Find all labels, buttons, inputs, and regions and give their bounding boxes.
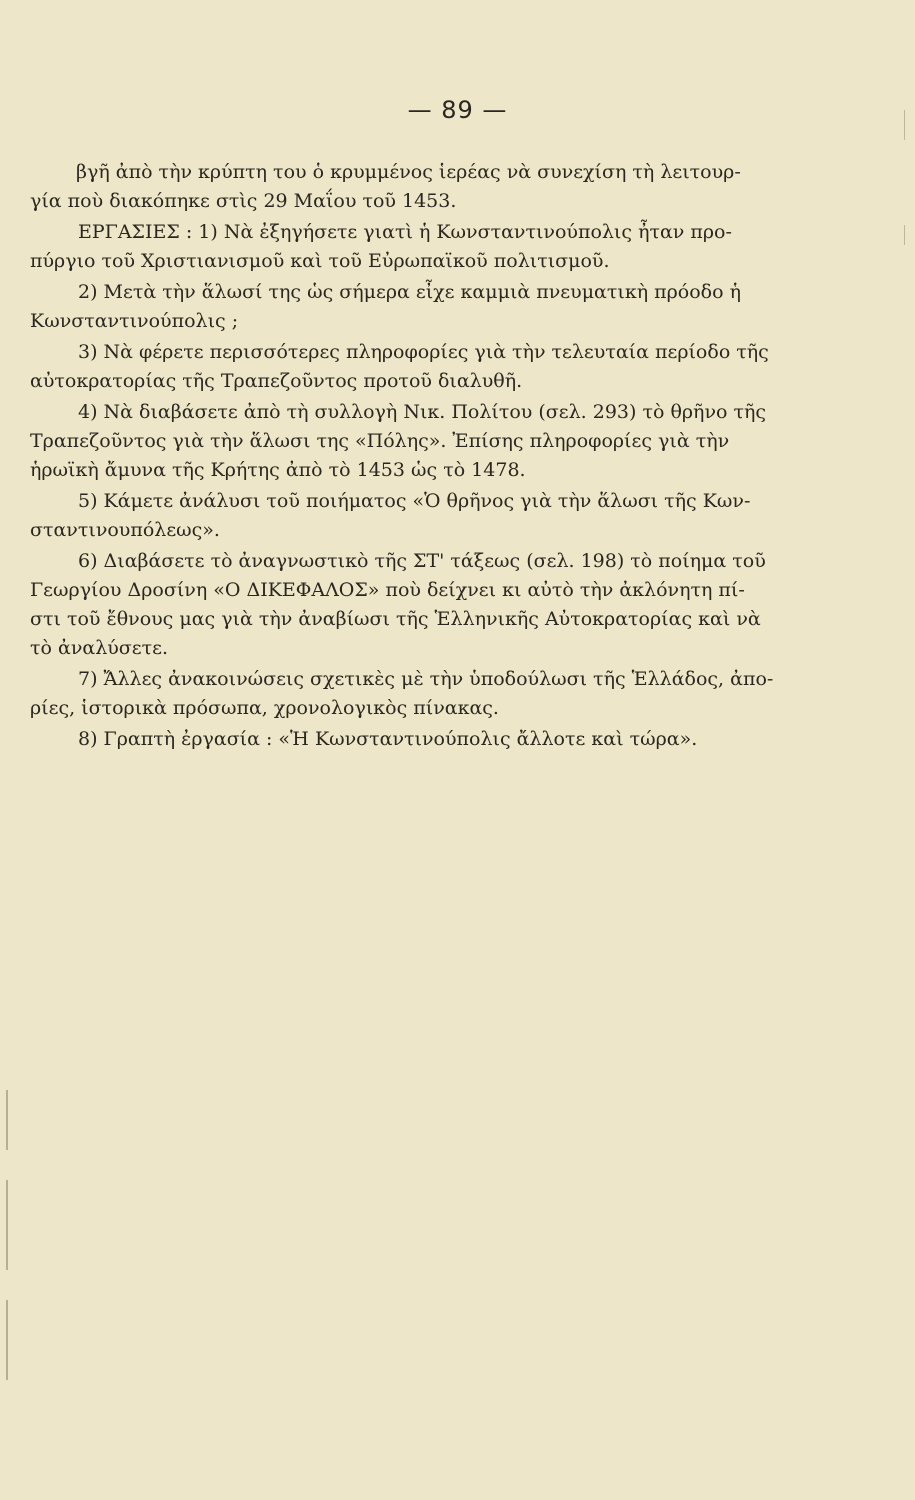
text-line: ρίες, ἱστορικὰ πρόσωπα, χρονολογικὸς πίνακας. <box>30 697 499 719</box>
text-line: αὐτοκρατορίας τῆς Τραπεζοῦντος προτοῦ διαλυθῆ. <box>30 370 523 392</box>
text-line: ΕΡΓΑΣΙΕΣ : 1) Νὰ ἐξηγήσετε γιατὶ ἡ Κωνσταντινούπολις ἦταν προ- <box>78 221 732 243</box>
margin-scan-mark <box>6 1180 8 1270</box>
margin-scan-mark <box>904 225 905 245</box>
text-line: πύργιο τοῦ Χριστιανισμοῦ καὶ τοῦ Εὐρωπαϊκοῦ πολιτισμοῦ. <box>30 250 610 272</box>
exercise-5 <box>30 487 852 545</box>
margin-scan-mark <box>6 1300 8 1380</box>
text-line: στι τοῦ ἔθνους μας γιὰ τὴν ἀναβίωσι τῆς Ἑλληνικῆς Αὐτοκρατορίας καὶ νὰ <box>30 608 761 630</box>
exercise-6 <box>30 547 852 663</box>
text-line: 8) Γραπτὴ ἐργασία : «Ἡ Κωνσταντινούπολις ἄλλοτε καὶ τώρα». <box>78 728 698 750</box>
page-number: — 89 — <box>407 96 508 124</box>
text-line: 5) Κάμετε ἀνάλυσι τοῦ ποιήματος «Ὁ θρῆνος γιὰ τὴν ἅλωσι τῆς Κων- <box>78 490 751 512</box>
text-line: 6) Διαβάσετε τὸ ἀναγνωστικὸ τῆς ΣΤ' τάξεως (σελ. 198) τὸ ποίημα τοῦ <box>78 550 766 572</box>
exercise-8 <box>30 725 852 754</box>
paragraph <box>30 158 852 216</box>
margin-scan-mark <box>6 1090 8 1150</box>
page-text <box>30 158 852 754</box>
text-line: σταντινουπόλεως». <box>30 519 220 541</box>
text-line: 3) Νὰ φέρετε περισσότερες πληροφορίες γιὰ τὴν τελευταία περίοδο τῆς <box>78 341 769 363</box>
exercise-3 <box>30 338 852 396</box>
text-line: Κωνσταντινούπολις ; <box>30 310 239 332</box>
text-line: βγῆ ἀπὸ τὴν κρύπτη του ὁ κρυμμένος ἱερέας νὰ συνεχίση τὴ λειτουρ- <box>76 161 741 183</box>
text-line: Γεωργίου Δροσίνη «Ο ΔΙΚΕΦΑΛΟΣ» ποὺ δείχνει κι αὐτὸ τὴν ἀκλόνητη πί- <box>30 579 745 601</box>
text-line: τὸ ἀναλύσετε. <box>30 637 169 659</box>
exercise-1 <box>30 218 852 276</box>
text-line: 7) Ἄλλες ἀνακοινώσεις σχετικὲς μὲ τὴν ὑποδούλωσι τῆς Ἑλλάδος, ἀπο- <box>78 668 774 690</box>
text-line: 4) Νὰ διαβάσετε ἀπὸ τὴ συλλογὴ Νικ. Πολίτου (σελ. 293) τὸ θρῆνο τῆς <box>78 401 767 423</box>
text-line: ἡρωϊκὴ ἄμυνα τῆς Κρήτης ἀπὸ τὸ 1453 ὡς τὸ 1478. <box>30 459 526 481</box>
text-line: γία ποὺ διακόπηκε στὶς 29 Μαΐου τοῦ 1453. <box>30 190 457 212</box>
exercise-4 <box>30 398 852 485</box>
text-line: Τραπεζοῦντος γιὰ τὴν ἅλωσι της «Πόλης». Ἐπίσης πληροφορίες γιὰ τὴν <box>30 430 730 452</box>
exercise-7 <box>30 665 852 723</box>
exercise-2 <box>30 278 852 336</box>
text-line: 2) Μετὰ τὴν ἅλωσί της ὡς σήμερα εἶχε καμμιὰ πνευματικὴ πρόοδο ἡ <box>78 281 741 303</box>
